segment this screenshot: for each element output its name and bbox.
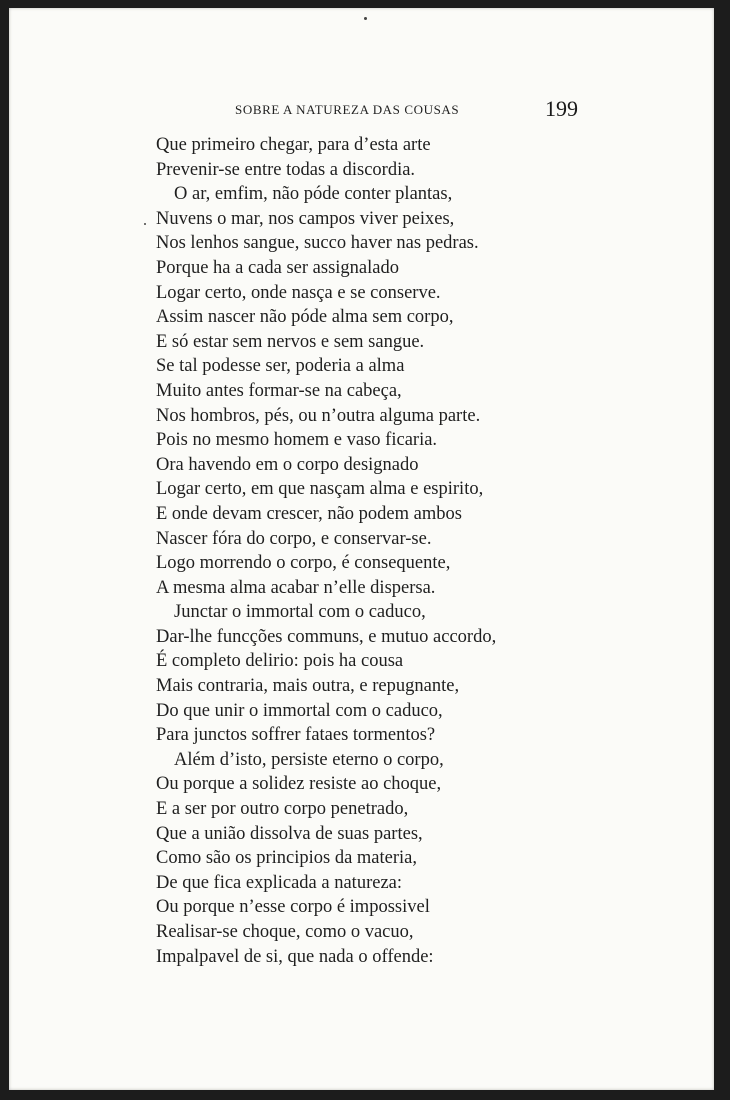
poem-line: Além d’isto, persiste eterno o corpo, (174, 749, 444, 770)
poem-line: Dar-lhe funcções communs, e mutuo accordo, (156, 626, 497, 647)
poem-line: Logo morrendo o corpo, é consequente, (156, 553, 451, 574)
poem-line: Que a união dissolva de suas partes, (156, 823, 423, 844)
poem-line: Impalpavel de si, que nada o offende: (156, 946, 434, 967)
poem-line: Se tal podesse ser, poderia a alma (156, 356, 405, 377)
poem-line: Nuvens o mar, nos campos viver peixes, (156, 208, 455, 229)
book-page (9, 8, 714, 1090)
poem-line: Logar certo, em que nasçam alma e espirito, (156, 479, 484, 500)
poem-line: Ou porque a solidez resiste ao choque, (156, 774, 442, 795)
poem-line: Ora havendo em o corpo designado (156, 454, 419, 475)
poem-line: Muito antes formar-se na cabeça, (156, 380, 402, 401)
poem-text (156, 133, 656, 969)
ink-speck (364, 17, 367, 20)
poem-line: Logar certo, onde nasça e se conserve. (156, 282, 441, 303)
poem-line: Que primeiro chegar, para d’esta arte (156, 135, 431, 155)
poem-line: É completo delirio: pois ha cousa (156, 651, 404, 672)
poem-line: Assim nascer não póde alma sem corpo, (156, 307, 454, 328)
poem-line: E a ser por outro corpo penetrado, (156, 799, 409, 820)
poem-line: E onde devam crescer, não podem ambos (156, 503, 462, 524)
poem-line: Como são os principios da materia, (156, 848, 418, 869)
poem-line: Nascer fóra do corpo, e conservar-se. (156, 528, 432, 549)
poem-line: Do que unir o immortal com o caduco, (156, 700, 443, 721)
poem-line: Pois no mesmo homem e vaso ficaria. (156, 430, 438, 451)
poem-line: Porque ha a cada ser assignalado (156, 257, 399, 278)
poem-line: O ar, emfim, não póde conter plantas, (174, 184, 453, 205)
poem-line: Junctar o immortal com o caduco, (174, 602, 426, 623)
poem-line: De que fica explicada a natureza: (156, 872, 403, 893)
poem-line: Realisar-se choque, como o vacuo, (156, 922, 414, 942)
page-number: 199 (545, 96, 578, 121)
ink-speck (144, 223, 146, 225)
poem-line: Mais contraria, mais outra, e repugnante, (156, 676, 460, 697)
poem-line: Nos lenhos sangue, succo haver nas pedras. (156, 233, 479, 254)
poem-line: Para junctos soffrer fataes tormentos? (156, 725, 436, 746)
running-title: SOBRE A NATUREZA DAS COUSAS (235, 102, 460, 117)
poem-line: E só estar sem nervos e sem sangue. (156, 331, 425, 352)
poem-line: Nos hombros, pés, ou n’outra alguma parte. (156, 405, 481, 426)
poem-line: A mesma alma acabar n’elle dispersa. (156, 577, 436, 598)
running-head (9, 96, 714, 126)
poem-line: Prevenir-se entre todas a discordia. (156, 159, 416, 180)
poem-line: Ou porque n’esse corpo é impossivel (156, 897, 430, 918)
